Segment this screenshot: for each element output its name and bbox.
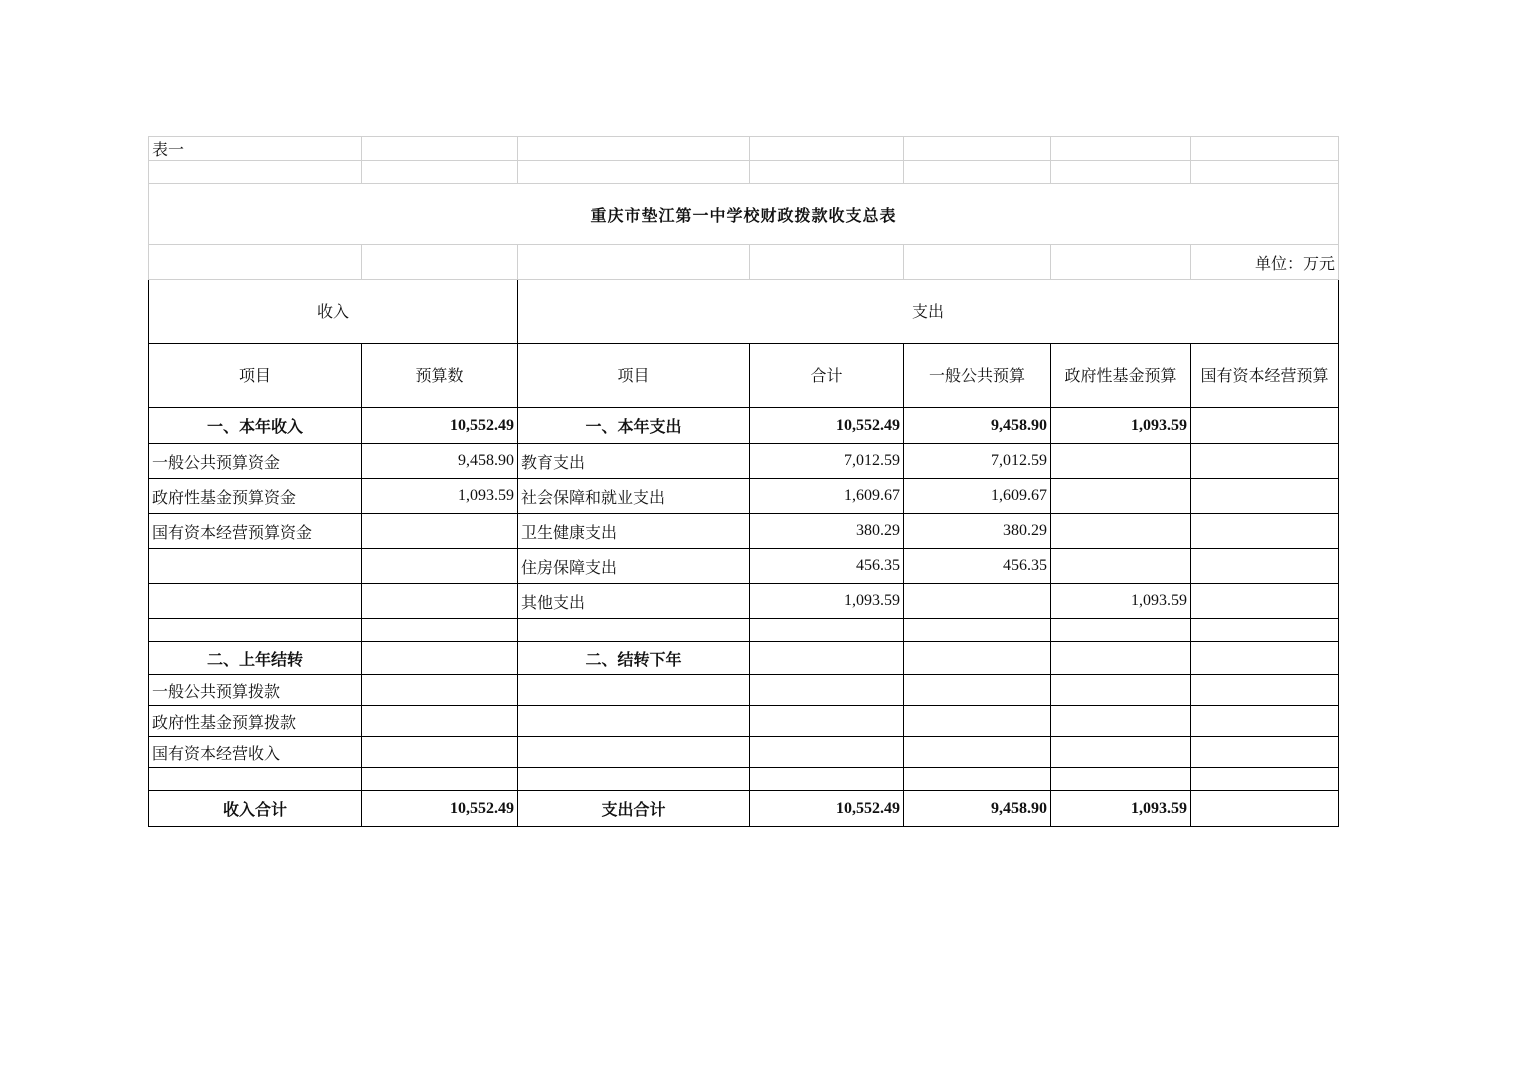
exp-fund-cell: 1,093.59 bbox=[1051, 408, 1191, 444]
exp-total-cell: 380.29 bbox=[750, 514, 904, 549]
inc-value-cell: 10,552.49 bbox=[362, 408, 518, 444]
inc-item-cell bbox=[149, 584, 362, 619]
exp-item-cell bbox=[518, 675, 750, 706]
spacer-row bbox=[149, 161, 1339, 184]
exp-general-cell: 1,609.67 bbox=[904, 479, 1051, 514]
col-general-header: 一般公共预算 bbox=[904, 344, 1051, 408]
inc-value-cell bbox=[362, 768, 518, 791]
page-title: 重庆市垫江第一中学校财政拨款收支总表 bbox=[149, 184, 1339, 245]
exp-fund-cell bbox=[1051, 444, 1191, 479]
exp-item-cell: 二、结转下年 bbox=[518, 642, 750, 675]
exp-item-cell bbox=[518, 737, 750, 768]
exp-total-cell bbox=[750, 619, 904, 642]
table-row bbox=[149, 408, 1339, 444]
exp-fund-cell bbox=[1051, 619, 1191, 642]
exp-state-cell bbox=[1191, 514, 1339, 549]
inc-value-cell bbox=[362, 584, 518, 619]
exp-general-cell: 7,012.59 bbox=[904, 444, 1051, 479]
column-header-row bbox=[149, 344, 1339, 408]
exp-general-cell: 9,458.90 bbox=[904, 408, 1051, 444]
inc-item-cell: 一、本年收入 bbox=[149, 408, 362, 444]
table-row bbox=[149, 619, 1339, 642]
table-row bbox=[149, 675, 1339, 706]
exp-item-cell: 支出合计 bbox=[518, 791, 750, 827]
exp-total-cell bbox=[750, 768, 904, 791]
exp-general-cell bbox=[904, 642, 1051, 675]
exp-fund-cell bbox=[1051, 768, 1191, 791]
exp-item-cell: 卫生健康支出 bbox=[518, 514, 750, 549]
table-label: 表一 bbox=[149, 137, 362, 161]
exp-state-cell bbox=[1191, 791, 1339, 827]
inc-value-cell: 1,093.59 bbox=[362, 479, 518, 514]
inc-item-cell: 政府性基金预算拨款 bbox=[149, 706, 362, 737]
inc-item-cell: 收入合计 bbox=[149, 791, 362, 827]
exp-state-cell bbox=[1191, 706, 1339, 737]
exp-state-cell bbox=[1191, 408, 1339, 444]
exp-state-cell bbox=[1191, 479, 1339, 514]
exp-state-cell bbox=[1191, 444, 1339, 479]
table-row bbox=[149, 768, 1339, 791]
exp-total-cell bbox=[750, 675, 904, 706]
inc-value-cell bbox=[362, 549, 518, 584]
exp-item-cell: 社会保障和就业支出 bbox=[518, 479, 750, 514]
exp-general-cell: 380.29 bbox=[904, 514, 1051, 549]
exp-general-cell bbox=[904, 706, 1051, 737]
col-item2-header: 项目 bbox=[518, 344, 750, 408]
title-row bbox=[149, 184, 1339, 245]
exp-item-cell bbox=[518, 768, 750, 791]
exp-item-cell: 教育支出 bbox=[518, 444, 750, 479]
table-row bbox=[149, 514, 1339, 549]
exp-item-cell: 其他支出 bbox=[518, 584, 750, 619]
exp-total-cell bbox=[750, 706, 904, 737]
inc-value-cell bbox=[362, 737, 518, 768]
col-budget-header: 预算数 bbox=[362, 344, 518, 408]
exp-item-cell bbox=[518, 619, 750, 642]
inc-item-cell bbox=[149, 549, 362, 584]
label-row bbox=[149, 137, 1339, 161]
unit-row bbox=[149, 245, 1339, 280]
col-fund-header: 政府性基金预算 bbox=[1051, 344, 1191, 408]
exp-fund-cell bbox=[1051, 514, 1191, 549]
inc-value-cell bbox=[362, 706, 518, 737]
exp-general-cell bbox=[904, 619, 1051, 642]
inc-value-cell: 10,552.49 bbox=[362, 791, 518, 827]
exp-fund-cell: 1,093.59 bbox=[1051, 584, 1191, 619]
inc-item-cell: 政府性基金预算资金 bbox=[149, 479, 362, 514]
inc-value-cell bbox=[362, 642, 518, 675]
exp-state-cell bbox=[1191, 549, 1339, 584]
inc-value-cell bbox=[362, 514, 518, 549]
inc-item-cell: 二、上年结转 bbox=[149, 642, 362, 675]
exp-general-cell bbox=[904, 675, 1051, 706]
inc-item-cell: 国有资本经营预算资金 bbox=[149, 514, 362, 549]
exp-state-cell bbox=[1191, 584, 1339, 619]
exp-state-cell bbox=[1191, 768, 1339, 791]
inc-item-cell bbox=[149, 619, 362, 642]
exp-total-cell bbox=[750, 642, 904, 675]
col-item-header: 项目 bbox=[149, 344, 362, 408]
inc-value-cell bbox=[362, 675, 518, 706]
inc-value-cell bbox=[362, 619, 518, 642]
exp-state-cell bbox=[1191, 675, 1339, 706]
exp-total-cell: 10,552.49 bbox=[750, 408, 904, 444]
exp-item-cell: 一、本年支出 bbox=[518, 408, 750, 444]
expense-header: 支出 bbox=[518, 280, 1339, 344]
table-row bbox=[149, 584, 1339, 619]
exp-total-cell: 1,093.59 bbox=[750, 584, 904, 619]
table-row bbox=[149, 549, 1339, 584]
inc-item-cell bbox=[149, 768, 362, 791]
table-row bbox=[149, 444, 1339, 479]
col-state-header: 国有资本经营预算 bbox=[1191, 344, 1339, 408]
exp-fund-cell bbox=[1051, 642, 1191, 675]
exp-fund-cell bbox=[1051, 737, 1191, 768]
inc-item-cell: 一般公共预算资金 bbox=[149, 444, 362, 479]
table-row bbox=[149, 642, 1339, 675]
exp-general-cell: 456.35 bbox=[904, 549, 1051, 584]
exp-general-cell bbox=[904, 768, 1051, 791]
exp-total-cell: 10,552.49 bbox=[750, 791, 904, 827]
exp-total-cell: 456.35 bbox=[750, 549, 904, 584]
exp-fund-cell bbox=[1051, 479, 1191, 514]
inc-item-cell: 国有资本经营收入 bbox=[149, 737, 362, 768]
exp-fund-cell: 1,093.59 bbox=[1051, 791, 1191, 827]
unit-label: 单位：万元 bbox=[1191, 245, 1339, 280]
inc-value-cell: 9,458.90 bbox=[362, 444, 518, 479]
col-total-header: 合计 bbox=[750, 344, 904, 408]
exp-state-cell bbox=[1191, 737, 1339, 768]
exp-total-cell: 7,012.59 bbox=[750, 444, 904, 479]
exp-fund-cell bbox=[1051, 706, 1191, 737]
exp-fund-cell bbox=[1051, 675, 1191, 706]
exp-state-cell bbox=[1191, 619, 1339, 642]
exp-state-cell bbox=[1191, 642, 1339, 675]
exp-total-cell: 1,609.67 bbox=[750, 479, 904, 514]
exp-general-cell bbox=[904, 584, 1051, 619]
table-row bbox=[149, 791, 1339, 827]
exp-general-cell: 9,458.90 bbox=[904, 791, 1051, 827]
exp-fund-cell bbox=[1051, 549, 1191, 584]
exp-item-cell: 住房保障支出 bbox=[518, 549, 750, 584]
income-header: 收入 bbox=[149, 280, 518, 344]
exp-general-cell bbox=[904, 737, 1051, 768]
table-row bbox=[149, 479, 1339, 514]
table-row bbox=[149, 737, 1339, 768]
section-header-row bbox=[149, 280, 1339, 344]
fiscal-summary-table bbox=[148, 136, 1339, 827]
table-row bbox=[149, 706, 1339, 737]
exp-total-cell bbox=[750, 737, 904, 768]
exp-item-cell bbox=[518, 706, 750, 737]
inc-item-cell: 一般公共预算拨款 bbox=[149, 675, 362, 706]
